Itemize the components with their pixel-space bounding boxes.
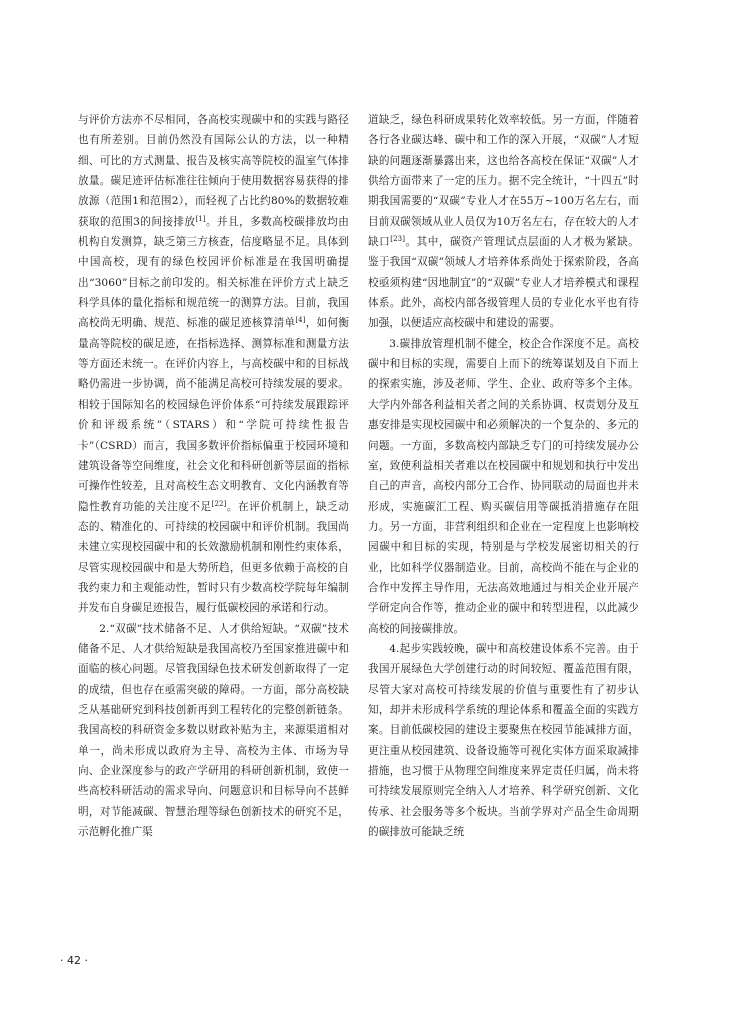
citation-ref: [1]: [195, 214, 206, 223]
left-column: [78, 110, 349, 842]
paragraph-talent-gap: 道缺乏，绿色科研成果转化效率较低。另一方面，伴随着各行各业碳达峰、碳中和工作的深入开展，“双碳”人才短缺的问题逐渐暴露出来，这也给各高校在保证“双碳”人才供给方面带来了一定的压力。据不完全统计，“十四五”时期我国需要的“双碳”专业人才在55万~100万名左右，而目前双碳领域从业人员仅为10万名左右，存在较大的人才缺口[23]。其中，碳资产管理试点层面的人才极为紧缺。鉴于我国“双碳”领域人才培养体系尚处于探索阶段，各高校亟须构建“因地制宜”的“双碳”专业人才培养模式和课程体系。此外，高校内部各级管理人员的专业化水平也有待加强，以便适应高校碳中和建设的需要。: [368, 114, 639, 330]
paragraph-talent-shortage: 2.“双碳”技术储备不足、人才供给短缺。“双碳”技术储备不足、人才供给短缺是我国高校乃至国家推进碳中和面临的核心问题。尽管我国绿色技术研发创新取得了一定的成绩，但也存在亟需突破的障碍。一方面，部分高校缺乏从基础研究到科技创新再到工程转化的完整创新链条。我国高校的科研资金多数以财政补贴为主，来源渠道相对单一，尚未形成以政府为主导、高校为主体、市场为导向、企业深度参与的政产学研用的科研创新机制，致使一些高校科研活动的需求导向、问题意识和目标导向不甚鲜明，对节能减碳、智慧治理等绿色创新技术的研究不足，示范孵化推广渠: [78, 622, 349, 839]
paragraph-late-start: 4.起步实践较晚，碳中和高校建设体系不完善。由于我国开展绿色大学创建行动的时间较短、覆盖范围有限，尽管大家对高校可持续发展的价值与重要性有了初步认知，却并未形成科学系统的理论体系和覆盖全面的实践方案。目前低碳校园的建设主要聚焦在校园节能减排方面，更注重从校园建筑、设备设施等可视化实体方面采取减排措施，也习惯于从物理空间维度来界定责任归属，尚未将可持续发展原则完全纳入人才培养、科学研究创新、文化传承、社会服务等多个板块。当前学界对产品全生命周期的碳排放可能缺乏统: [368, 642, 639, 839]
page-number: · 42 ·: [60, 954, 88, 967]
citation-ref: [4]: [295, 316, 306, 325]
paragraph-management-mechanism: 3.碳排放管理机制不健全，校企合作深度不足。高校碳中和目标的实现，需要自上而下的统筹谋划及自下而上的探索实施，涉及老师、学生、企业、政府等多个主体。大学内外部各利益相关者之间的关系协调、权责划分及互惠安排是实现校园碳中和必须解决的一个复杂的、多元的问题。一方面，多数高校内部缺乏专门的可持续发展办公室，致使利益相关者难以在校园碳中和规划和执行中发出自己的声音，高校内部分工合作、协同联动的局面也并未形成，实施碳汇工程、购买碳信用等碳抵消措施存在阻力。另一方面，非营利组织和企业在一定程度上也影响校园碳中和目标的实现，特别是与学校发展密切相关的行业，比如科学仪器制造业。目前，高校尚不能在与企业的合作中发挥主导作用，无法高效地通过与相关企业开展产学研定向合作等，推动企业的碳中和转型进程，以此减少高校的间接碳排放。: [368, 337, 639, 635]
citation-ref: [22]: [211, 499, 227, 508]
paragraph-evaluation-methods: 与评价方法亦不尽相同，各高校实现碳中和的实践与路径也有所差别。目前仍然没有国际公认的方法，以一种精细、可比的方式测量、报告及核实高等院校的温室气体排放量。碳足迹评估标准往往倾向于使用数据容易获得的排放源（范围1和范围2），而轻视了占比约80%的数据较难获取的范围3的间接排放[1]。并且，多数高校碳排放均由机构自发测算，缺乏第三方核查，信度略显不足。具体到中国高校，现有的绿色校园评价标准是在我国明确提出“3060”目标之前印发的。相关标准在评价方式上缺乏科学具体的量化指标和规范统一的测算方法。目前，我国高校尚无明确、规范、标准的碳足迹核算清单[4]，如何衡量高等院校的碳足迹，在指标选择、测算标准和测量方法等方面还未统一。在评价内容上，与高校碳中和的目标战略仍需进一步协调，尚不能满足高校可持续发展的要求。相较于国际知名的校园绿色评价体系“可持续发展跟踪评价和评级系统”（STARS）和“学院可持续性报告卡”（CSRD）而言，我国多数评价指标偏重于校园环境和建筑设备等空间维度，社会文化和科研创新等层面的指标可操作性较差，且对高校生态文明教育、文化内涵教育等隐性教育功能的关注度不足[22]。在评价机制上，缺乏动态的、精准化的、可持续的校园碳中和评价机制。我国尚未建立实现校园碳中和的长效激励机制和刚性约束体系，尽管实现校园碳中和是大势所趋，但更多依赖于高校的自我约束力和主观能动性，暂时只有少数高校学院每年编制并发布自身碳足迹报告，履行低碳校园的承诺和行动。: [78, 114, 349, 615]
right-column: [368, 110, 639, 842]
citation-ref: [23]: [390, 235, 406, 244]
